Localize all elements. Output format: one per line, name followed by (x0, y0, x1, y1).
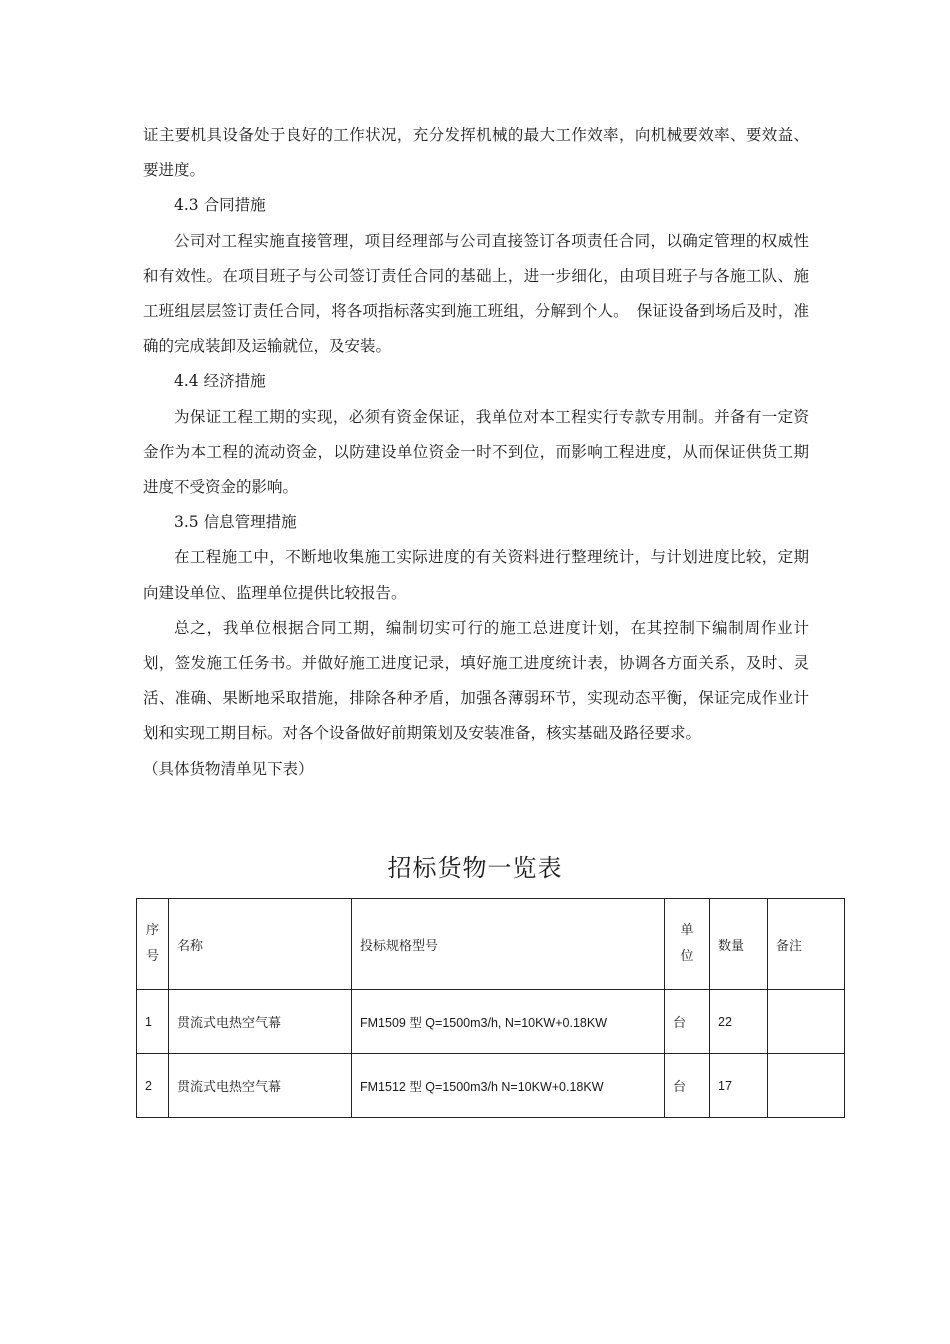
section-heading-3-5: 3.5 信息管理措施 (174, 513, 297, 532)
cell-seq: 2 (137, 1054, 169, 1118)
header-seq-line1: 序 (145, 923, 159, 938)
table-row (137, 990, 845, 1054)
cell-note (768, 1054, 845, 1118)
cell-qty: 22 (710, 990, 768, 1054)
header-unit (665, 899, 710, 990)
header-unit-line1: 单 (680, 923, 694, 938)
cell-spec: FM1512 型 Q=1500m3/h N=10KW+0.18KW (352, 1054, 665, 1118)
table-header-row (137, 899, 845, 990)
paragraph-summary: 总之，我单位根据合同工期，编制切实可行的施工总进度计划，在其控制下编制周作业计划，签发施工任务书。并做好施工进度记录，填好施工进度统计表，协调各方面关系，及时、灵活、准确、果断地采取措施，排除各种矛盾，加强各薄弱环节，实现动态平衡，保证完成作业计划和实现工期目标。对各个设备做好前期策划及安装准备，核实基础及路径要求。 (143, 618, 809, 743)
cell-qty: 17 (710, 1054, 768, 1118)
header-unit-line2: 位 (680, 949, 694, 964)
cell-note (768, 990, 845, 1054)
cell-spec: FM1509 型 Q=1500m3/h, N=10KW+0.18KW (352, 990, 665, 1054)
paragraph-see-table: （具体货物清单见下表） (143, 759, 314, 778)
cell-seq: 1 (137, 990, 169, 1054)
paragraph-information-management: 在工程施工中，不断地收集施工实际进度的有关资料进行整理统计，与计划进度比较，定期向建设单位、监理单位提供比较报告。 (143, 548, 809, 602)
paragraph-contract-measures: 公司对工程实施直接管理，项目经理部与公司直接签订各项责任合同，以确定管理的权威性和有效性。在项目班子与公司签订责任合同的基础上，进一步细化，由项目班子与各施工队、施工班组层层签订责任合同，将各项指标落实到施工班组，分解到个人。 保证设备到场后及时，准确的完成装卸及运输就位，及安装。 (143, 231, 809, 356)
header-seq-line2: 号 (145, 949, 159, 964)
goods-table (136, 898, 845, 1118)
header-qty: 数量 (710, 899, 768, 990)
cell-name: 贯流式电热空气幕 (169, 1054, 352, 1118)
section-heading-4-4: 4.4 经济措施 (174, 372, 266, 391)
paragraph-economic-measures: 为保证工程工期的实现，必须有资金保证，我单位对本工程实行专款专用制。并备有一定资金作为本工程的流动资金，以防建设单位资金一时不到位，而影响工程进度，从而保证供货工期进度不受资金的影响。 (143, 407, 809, 497)
header-note: 备注 (768, 899, 845, 990)
table-row (137, 1054, 845, 1118)
section-heading-4-3: 4.3 合同措施 (174, 196, 266, 215)
body-text (143, 118, 809, 787)
table-title: 招标货物一览表 (387, 854, 563, 882)
cell-name: 贯流式电热空气幕 (169, 990, 352, 1054)
paragraph-continuation: 证主要机具设备处于良好的工作状况，充分发挥机械的最大工作效率，向机械要效率、要效益、要进度。 (143, 126, 809, 180)
header-name: 名称 (169, 899, 352, 990)
cell-unit: 台 (665, 1054, 710, 1118)
header-spec: 投标规格型号 (352, 899, 665, 990)
cell-unit: 台 (665, 990, 710, 1054)
header-seq (137, 899, 169, 990)
